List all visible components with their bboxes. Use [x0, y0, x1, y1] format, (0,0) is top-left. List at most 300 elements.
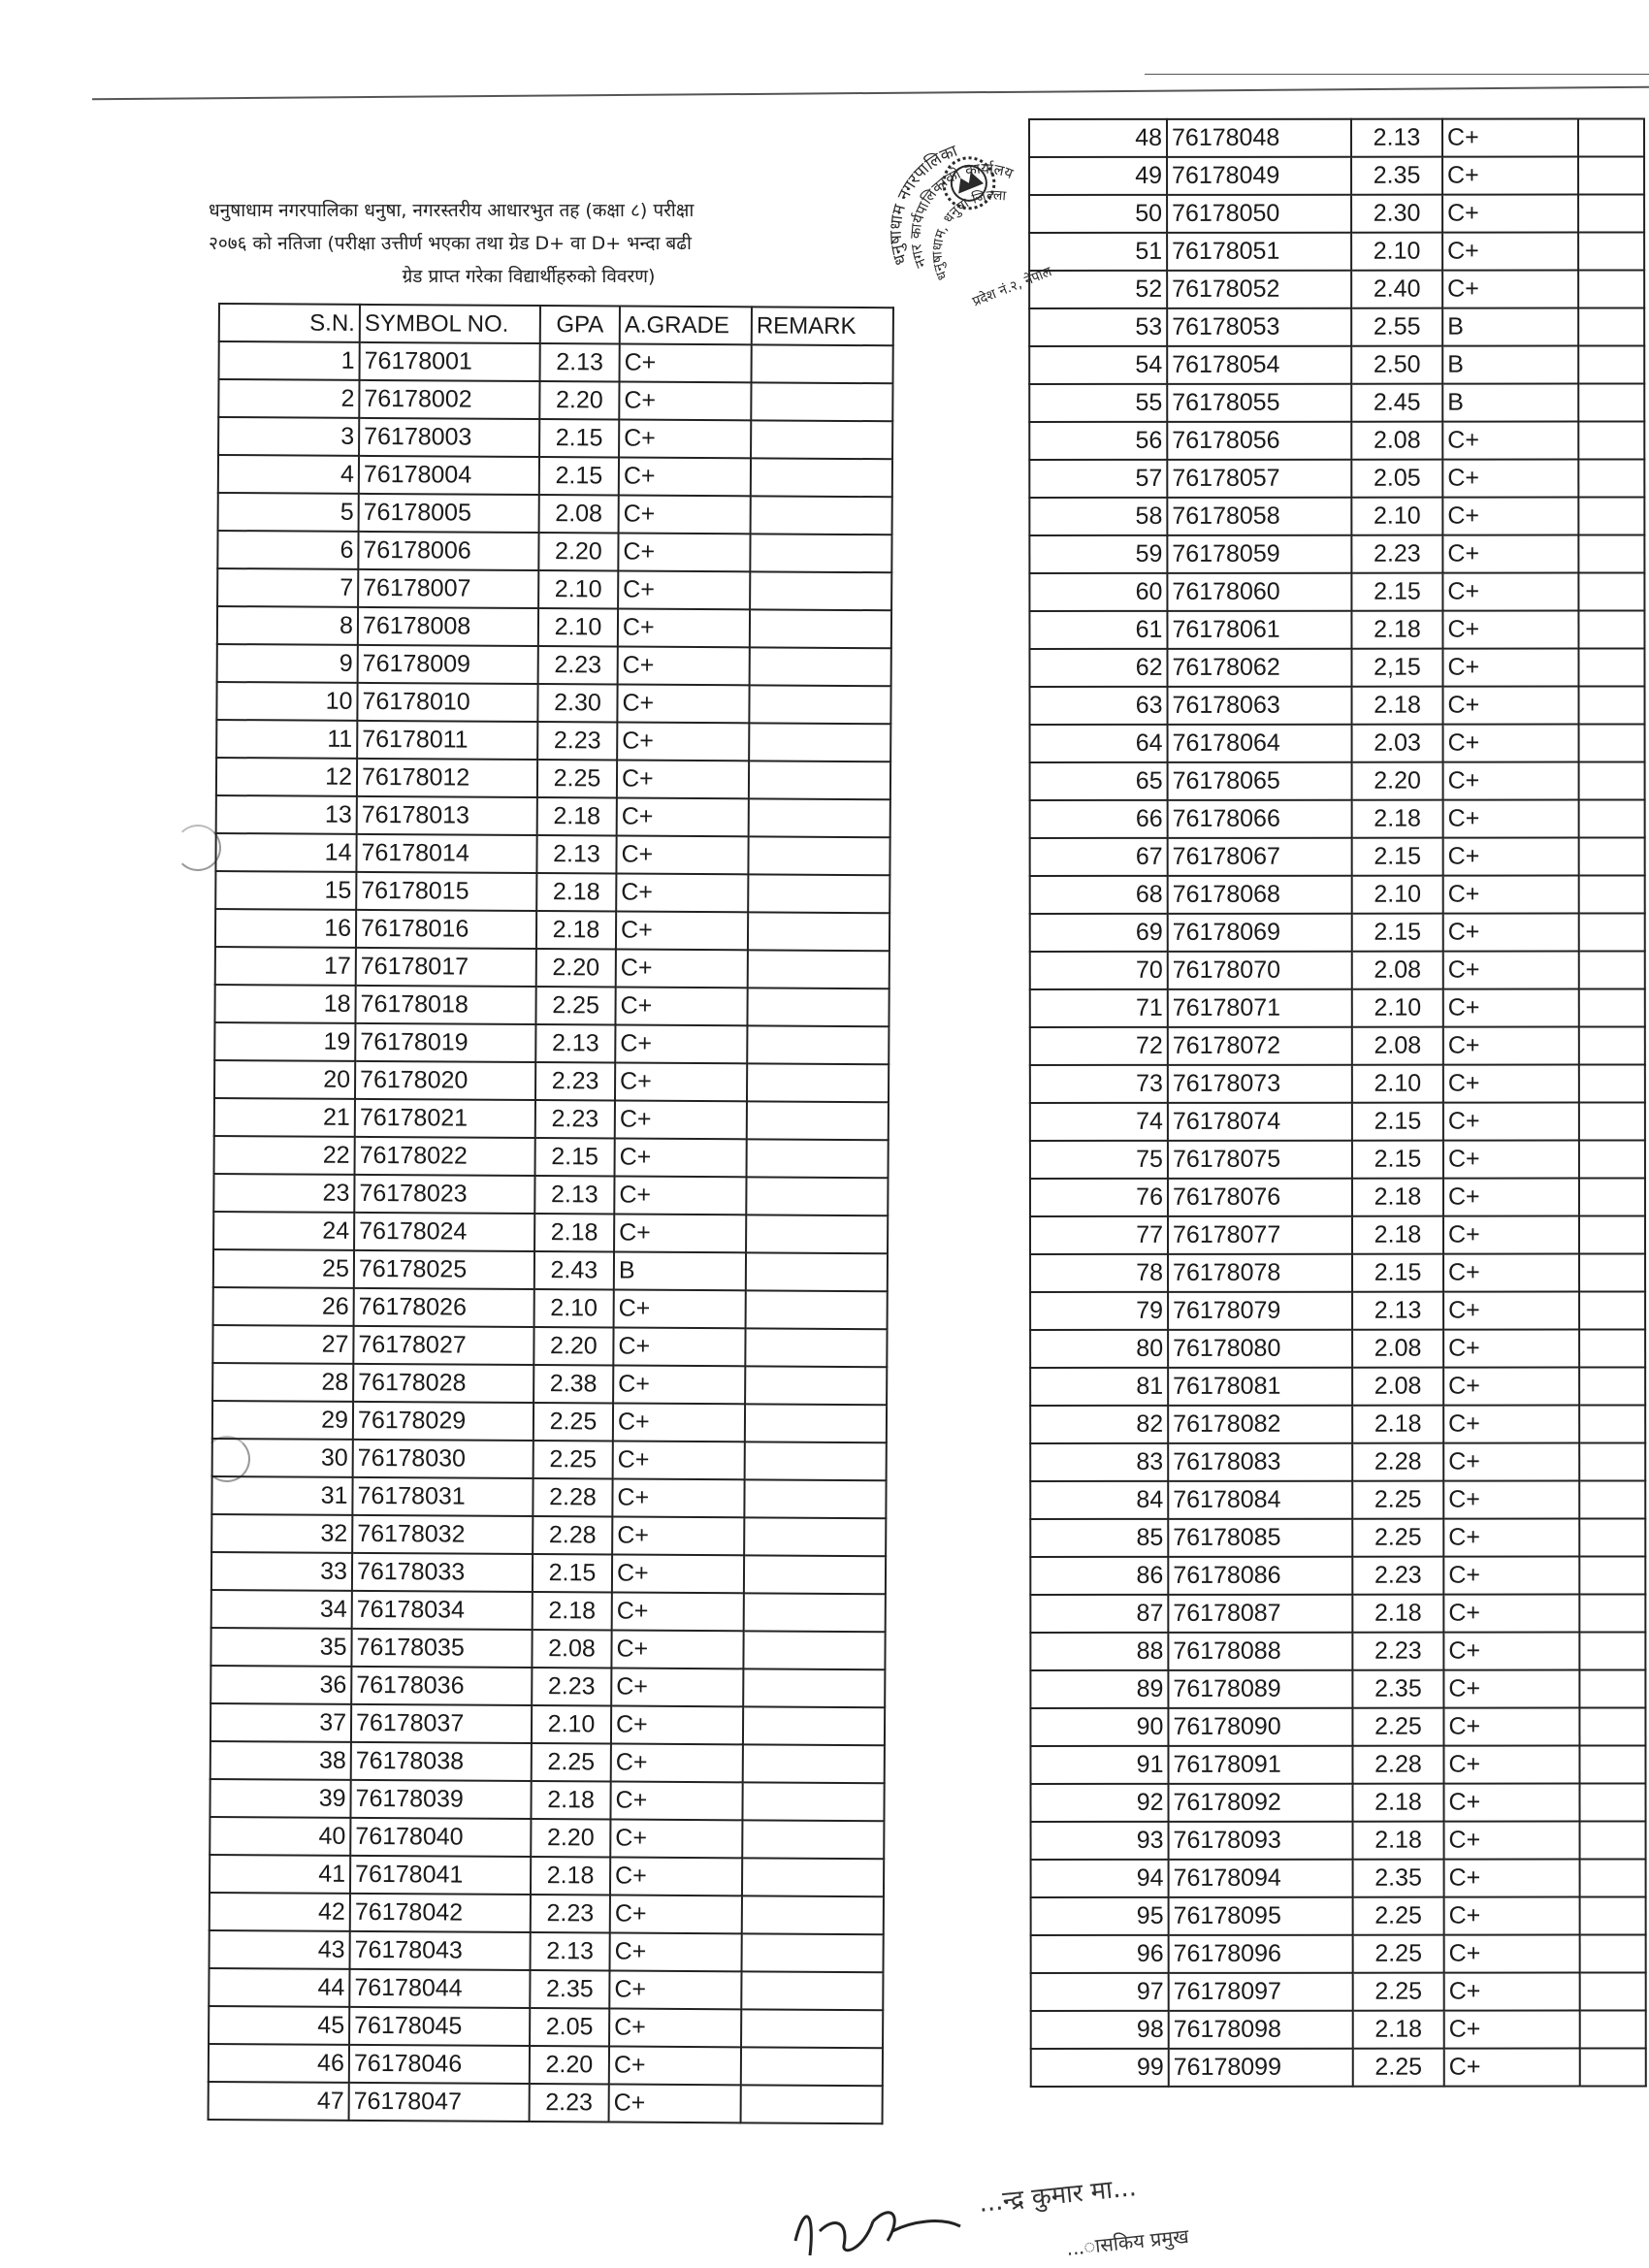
cell-gpa: 2.23 — [535, 1100, 615, 1139]
cell-gpa: 2.08 — [539, 495, 619, 534]
cell-sn: 2 — [218, 379, 359, 418]
cell-symbol-no: 76178089 — [1168, 1670, 1352, 1708]
cell-remark — [1579, 1480, 1645, 1518]
cell-gpa: 2.18 — [531, 1857, 610, 1895]
cell-sn: 80 — [1030, 1330, 1168, 1368]
table-row — [1031, 1934, 1646, 1973]
cell-sn: 36 — [210, 1666, 351, 1704]
top-rule-line — [92, 86, 1649, 101]
cell-remark — [1579, 1215, 1645, 1253]
cell-grade: C+ — [1443, 1670, 1579, 1708]
cell-remark — [742, 1782, 884, 1821]
signature-name: ...न्द्र कुमार मा... — [977, 2173, 1138, 2219]
cell-grade: C+ — [1443, 687, 1579, 725]
cell-remark — [748, 836, 889, 875]
cell-grade: C+ — [1443, 1708, 1579, 1746]
table-row — [211, 1590, 886, 1632]
table-row — [1030, 1518, 1645, 1557]
cell-gpa: 2.10 — [1351, 233, 1442, 271]
cell-remark — [747, 988, 889, 1026]
cell-grade: C+ — [615, 1063, 747, 1102]
cell-symbol-no: 76178017 — [356, 948, 536, 987]
cell-grade: C+ — [1443, 1254, 1579, 1292]
cell-symbol-no: 76178040 — [350, 1818, 531, 1857]
table-header-row — [219, 304, 893, 345]
table-row — [214, 1022, 889, 1064]
table-row — [219, 341, 893, 383]
cell-remark — [750, 534, 891, 572]
cell-sn: 50 — [1029, 195, 1167, 233]
cell-gpa: 2.25 — [1352, 1708, 1443, 1746]
cell-remark — [1579, 913, 1645, 951]
cell-grade: C+ — [609, 2008, 741, 2047]
cell-remark — [751, 382, 892, 421]
cell-gpa: 2.15 — [1351, 573, 1442, 611]
cell-gpa: 2.25 — [1352, 1519, 1443, 1557]
cell-symbol-no: 76178060 — [1167, 573, 1351, 611]
cell-symbol-no: 76178044 — [349, 1969, 530, 2008]
cell-gpa: 2.13 — [1351, 119, 1442, 157]
cell-grade: C+ — [611, 1669, 743, 1707]
cell-sn: 19 — [214, 1022, 355, 1061]
cell-grade: C+ — [616, 912, 748, 951]
cell-symbol-no: 76178073 — [1168, 1065, 1352, 1103]
cell-gpa: 2.35 — [1353, 1860, 1444, 1897]
cell-grade: C+ — [1443, 800, 1579, 838]
cell-remark — [1580, 2010, 1646, 2048]
cell-symbol-no: 76178019 — [355, 1023, 535, 1062]
cell-sn: 93 — [1031, 1822, 1169, 1860]
cell-symbol-no: 76178002 — [359, 380, 539, 419]
cell-remark — [1579, 1367, 1645, 1405]
cell-sn: 71 — [1030, 989, 1168, 1027]
cell-remark — [1580, 1934, 1646, 1972]
cell-sn: 45 — [209, 2006, 349, 2045]
cell-sn: 13 — [216, 795, 357, 834]
cell-grade: B — [1442, 308, 1578, 346]
cell-remark — [748, 950, 889, 988]
table-row — [1029, 194, 1644, 233]
cell-remark — [1578, 648, 1644, 686]
table-row — [1030, 1064, 1645, 1103]
cell-symbol-no: 76178011 — [357, 721, 537, 760]
cell-remark — [749, 761, 890, 799]
table-row — [213, 1174, 888, 1215]
cell-symbol-no: 76178054 — [1167, 346, 1351, 384]
cell-remark — [1579, 1594, 1645, 1632]
cell-gpa: 2.28 — [533, 1478, 612, 1517]
cell-gpa: 2.15 — [1352, 1141, 1443, 1179]
cell-sn: 11 — [216, 720, 357, 759]
table-row — [209, 2006, 883, 2048]
cell-sn: 81 — [1030, 1368, 1168, 1406]
cell-remark — [742, 1895, 884, 1934]
cell-gpa: 2.10 — [534, 1289, 614, 1328]
cell-gpa: 2.20 — [539, 381, 619, 420]
cell-symbol-no: 76178055 — [1167, 384, 1351, 422]
cell-gpa: 2.10 — [538, 608, 618, 647]
cell-grade: C+ — [1443, 1595, 1579, 1633]
cell-sn: 61 — [1029, 611, 1167, 649]
cell-grade: C+ — [1443, 1292, 1579, 1330]
cell-sn: 33 — [211, 1552, 352, 1591]
cell-grade: C+ — [613, 1328, 745, 1367]
cell-remark — [747, 1025, 889, 1064]
cell-symbol-no: 76178013 — [357, 796, 537, 835]
cell-gpa: 2.18 — [1352, 1406, 1443, 1443]
table-row — [1031, 2048, 1646, 2087]
table-row — [1030, 1669, 1645, 1708]
table-row — [212, 1363, 887, 1405]
cell-sn: 77 — [1030, 1216, 1168, 1254]
cell-sn: 62 — [1029, 649, 1167, 687]
cell-grade: C+ — [1443, 1519, 1579, 1557]
cell-gpa: 2.18 — [1352, 800, 1443, 838]
cell-gpa: 2.55 — [1351, 308, 1442, 346]
cell-symbol-no: 76178028 — [353, 1364, 534, 1403]
cell-sn: 23 — [213, 1174, 354, 1213]
cell-symbol-no: 76178022 — [355, 1137, 535, 1176]
table-row — [1030, 724, 1645, 762]
cell-symbol-no: 76178091 — [1168, 1746, 1352, 1784]
cell-sn: 27 — [212, 1325, 353, 1364]
cell-grade: C+ — [1442, 119, 1578, 157]
table-row — [210, 1779, 884, 1821]
cell-symbol-no: 76178041 — [350, 1856, 531, 1895]
table-row — [215, 871, 889, 913]
table-row — [1030, 1707, 1645, 1746]
cell-sn: 9 — [217, 644, 358, 683]
cell-gpa: 2.18 — [534, 1214, 614, 1252]
cell-sn: 60 — [1029, 573, 1167, 611]
cell-grade: C+ — [610, 1932, 742, 1971]
cell-gpa: 2.30 — [1351, 195, 1442, 233]
cell-sn: 3 — [218, 417, 359, 456]
cell-remark — [741, 2009, 883, 2048]
cell-symbol-no: 76178098 — [1169, 2011, 1353, 2049]
table-row — [213, 1249, 888, 1291]
cell-gpa: 2.50 — [1351, 346, 1442, 384]
cell-symbol-no: 76178039 — [350, 1780, 531, 1819]
cell-symbol-no: 76178077 — [1168, 1216, 1352, 1254]
cell-remark — [746, 1252, 888, 1291]
cell-symbol-no: 76178018 — [355, 986, 535, 1024]
cell-grade: C+ — [1443, 1406, 1579, 1443]
table-row — [1030, 1215, 1645, 1254]
heading-line-2: २०७६ को नतिजा (परीक्षा उत्तीर्ण भएका तथा ग्रेड D+ वा D+ भन्दा बढी — [209, 233, 692, 254]
cell-remark — [744, 1593, 886, 1632]
cell-sn: 4 — [218, 455, 359, 494]
cell-remark — [1579, 1329, 1645, 1367]
cell-sn: 91 — [1030, 1746, 1168, 1784]
cell-sn: 15 — [215, 871, 356, 910]
cell-sn: 75 — [1030, 1141, 1168, 1179]
cell-gpa: 2.23 — [1351, 535, 1442, 573]
table-row — [209, 1968, 883, 2010]
header-gpa: GPA — [540, 306, 620, 344]
cell-gpa: 2.18 — [1353, 1822, 1444, 1860]
cell-symbol-no: 76178080 — [1168, 1330, 1352, 1368]
cell-sn: 86 — [1030, 1557, 1168, 1595]
cell-grade: C+ — [617, 798, 749, 837]
cell-sn: 82 — [1030, 1406, 1168, 1443]
cell-gpa: 2.18 — [1353, 2011, 1444, 2049]
cell-grade: C+ — [1444, 1973, 1580, 2011]
cell-grade: C+ — [1442, 649, 1578, 687]
cell-grade: C+ — [1443, 1330, 1579, 1368]
cell-remark — [1579, 1026, 1645, 1064]
cell-symbol-no: 76178036 — [351, 1667, 532, 1705]
cell-symbol-no: 76178023 — [354, 1175, 534, 1214]
cell-sn: 5 — [218, 493, 359, 532]
cell-grade: C+ — [618, 571, 750, 610]
cell-remark — [1578, 610, 1644, 648]
cell-sn: 79 — [1030, 1292, 1168, 1330]
cell-grade: C+ — [616, 950, 748, 988]
table-row — [1031, 2010, 1646, 2049]
cell-symbol-no: 76178007 — [358, 569, 538, 608]
table-row — [218, 379, 892, 421]
table-row — [212, 1325, 887, 1367]
cell-symbol-no: 76178081 — [1168, 1368, 1352, 1406]
cell-gpa: 2.15 — [1352, 1254, 1443, 1292]
cell-symbol-no: 76178045 — [349, 2007, 530, 2046]
cell-remark — [1579, 1253, 1645, 1291]
top-rule-line-short — [1145, 74, 1649, 75]
cell-remark — [749, 685, 890, 724]
cell-remark — [1579, 1632, 1645, 1669]
cell-grade: C+ — [618, 609, 750, 648]
cell-grade: C+ — [609, 2084, 741, 2122]
cell-sn: 37 — [210, 1703, 351, 1742]
cell-sn: 32 — [211, 1514, 352, 1553]
cell-symbol-no: 76178046 — [349, 2045, 530, 2084]
cell-remark — [1578, 535, 1644, 572]
cell-gpa: 2.40 — [1351, 271, 1442, 308]
table-row — [1030, 1556, 1645, 1595]
seal-text-bottom: प्रदेश नं.२, नेपाल — [970, 264, 1054, 310]
table-row — [1029, 345, 1644, 384]
cell-gpa: 2.25 — [1352, 1481, 1443, 1519]
cell-symbol-no: 76178024 — [354, 1213, 534, 1251]
cell-gpa: 2.20 — [534, 1327, 613, 1366]
cell-gpa: 2.13 — [536, 835, 616, 874]
cell-sn: 98 — [1031, 2011, 1169, 2049]
cell-remark — [742, 1858, 884, 1896]
cell-sn: 68 — [1030, 876, 1168, 914]
cell-sn: 47 — [209, 2082, 349, 2121]
cell-symbol-no: 76178027 — [353, 1326, 534, 1365]
seal-text-mid: नगर कार्यपालिकाको कार्यालय — [906, 159, 1016, 271]
cell-remark — [750, 571, 891, 610]
cell-gpa: 2.35 — [1352, 1670, 1443, 1708]
cell-sn: 8 — [217, 606, 358, 645]
cell-sn: 55 — [1029, 384, 1167, 422]
cell-gpa: 2.10 — [1351, 498, 1442, 535]
cell-gpa: 2.08 — [1352, 1368, 1443, 1406]
cell-gpa: 2.25 — [535, 987, 615, 1025]
cell-grade: C+ — [610, 1895, 742, 1933]
cell-symbol-no: 76178004 — [359, 456, 539, 495]
table-row — [1030, 686, 1645, 725]
cell-symbol-no: 76178063 — [1168, 687, 1352, 725]
table-row — [1029, 610, 1644, 649]
cell-sn: 28 — [212, 1363, 353, 1402]
cell-symbol-no: 76178025 — [354, 1250, 534, 1289]
cell-remark — [751, 458, 892, 497]
cell-symbol-no: 76178096 — [1169, 1935, 1353, 1973]
cell-gpa: 2.20 — [1352, 762, 1443, 800]
signature-role: ...ासकिय प्रमुख — [1065, 2223, 1190, 2260]
table-row — [1029, 535, 1644, 573]
cell-symbol-no: 76178030 — [353, 1440, 534, 1478]
cell-gpa: 2.13 — [535, 1024, 615, 1063]
cell-grade: C+ — [1443, 952, 1579, 989]
table-row — [1029, 497, 1644, 535]
cell-sn: 25 — [213, 1249, 354, 1288]
cell-grade: C+ — [614, 1215, 746, 1253]
cell-gpa: 2.25 — [1353, 1935, 1444, 1973]
table-row — [217, 531, 891, 572]
header-remark: REMARK — [752, 307, 893, 345]
cell-remark — [1579, 761, 1645, 799]
cell-sn: 26 — [213, 1287, 354, 1326]
table-row — [1030, 1329, 1645, 1368]
cell-sn: 29 — [212, 1401, 353, 1440]
cell-gpa: 2.25 — [537, 760, 617, 798]
cell-grade: C+ — [611, 1631, 743, 1669]
cell-symbol-no: 76178053 — [1167, 308, 1351, 346]
cell-sn: 52 — [1029, 271, 1167, 308]
cell-remark — [1580, 2048, 1646, 2086]
table-row — [216, 758, 890, 799]
cell-gpa: 2.15 — [539, 419, 619, 458]
cell-gpa: 2.18 — [537, 797, 617, 836]
cell-sn: 48 — [1029, 119, 1167, 157]
cell-gpa: 2.18 — [533, 1592, 612, 1631]
cell-sn: 85 — [1030, 1519, 1168, 1557]
cell-sn: 54 — [1029, 346, 1167, 384]
cell-remark — [1580, 1821, 1646, 1859]
table-row — [1030, 1405, 1645, 1443]
cell-grade: C+ — [612, 1517, 744, 1556]
cell-remark — [1578, 421, 1644, 459]
cell-remark — [747, 1101, 889, 1140]
cell-remark — [749, 798, 890, 837]
table-row — [1030, 1442, 1645, 1481]
table-row — [1030, 913, 1645, 952]
cell-sn: 43 — [210, 1930, 350, 1969]
cell-grade: C+ — [614, 1290, 746, 1329]
cell-remark — [1578, 156, 1644, 194]
cell-grade: C+ — [617, 685, 749, 724]
cell-remark — [741, 1971, 883, 2010]
cell-grade: C+ — [610, 1857, 742, 1895]
cell-remark — [1578, 345, 1644, 383]
cell-sn: 74 — [1030, 1103, 1168, 1141]
table-row — [213, 1212, 888, 1253]
cell-grade: C+ — [1443, 914, 1579, 952]
table-row — [1030, 1253, 1645, 1292]
table-row — [210, 1855, 884, 1896]
table-row — [210, 1817, 884, 1859]
cell-gpa: 2.23 — [537, 722, 617, 761]
cell-symbol-no: 76178074 — [1168, 1103, 1352, 1141]
cell-gpa: 2.23 — [1352, 1557, 1443, 1595]
table-row — [217, 568, 891, 610]
cell-gpa: 2.18 — [1352, 687, 1443, 725]
table-row — [1029, 383, 1644, 422]
table-row — [1030, 951, 1645, 989]
table-row — [211, 1476, 886, 1518]
cell-symbol-no: 76178075 — [1168, 1141, 1352, 1179]
cell-symbol-no: 76178088 — [1168, 1633, 1352, 1670]
table-row — [1030, 799, 1645, 838]
cell-grade: C+ — [1443, 1179, 1579, 1216]
cell-symbol-no: 76178026 — [354, 1288, 534, 1327]
cell-sn: 84 — [1030, 1481, 1168, 1519]
table-row — [209, 2082, 883, 2123]
cell-sn: 97 — [1031, 1973, 1169, 2011]
cell-gpa: 2.20 — [530, 2046, 609, 2085]
cell-remark — [747, 1139, 889, 1178]
cell-remark — [1578, 118, 1644, 156]
cell-gpa: 2.18 — [536, 873, 616, 912]
cell-gpa: 2.18 — [1352, 1179, 1443, 1216]
cell-symbol-no: 76178084 — [1168, 1481, 1352, 1519]
cell-symbol-no: 76178070 — [1168, 952, 1352, 989]
cell-sn: 42 — [210, 1893, 350, 1931]
cell-remark — [751, 420, 892, 459]
cell-sn: 67 — [1030, 838, 1168, 876]
cell-grade: C+ — [616, 836, 748, 875]
cell-remark — [744, 1555, 886, 1594]
cell-sn: 49 — [1029, 157, 1167, 195]
cell-grade: C+ — [615, 1139, 747, 1178]
cell-symbol-no: 76178049 — [1167, 157, 1351, 195]
cell-grade: C+ — [1443, 876, 1579, 914]
cell-sn: 89 — [1030, 1670, 1168, 1708]
cell-symbol-no: 76178061 — [1167, 611, 1351, 649]
table-row — [218, 455, 892, 497]
cell-grade: C+ — [1442, 611, 1578, 649]
table-row — [209, 2044, 883, 2086]
cell-remark — [1579, 1178, 1645, 1215]
table-row — [1030, 1026, 1645, 1065]
cell-gpa: 2.18 — [1352, 1595, 1443, 1633]
cell-gpa: 2.43 — [534, 1251, 614, 1290]
table-row — [211, 1514, 886, 1556]
table-row — [1029, 270, 1644, 308]
cell-gpa: 2.13 — [540, 343, 620, 382]
cell-symbol-no: 76178016 — [356, 910, 536, 949]
cell-gpa: 2.05 — [1351, 460, 1442, 498]
cell-remark — [1578, 194, 1644, 232]
cell-gpa: 2.23 — [535, 1062, 615, 1101]
cell-gpa: 2,15 — [1351, 649, 1442, 687]
cell-remark — [749, 723, 890, 761]
table-row — [1029, 118, 1644, 157]
cell-grade: C+ — [616, 874, 748, 913]
table-row — [213, 1287, 888, 1329]
cell-sn: 76 — [1030, 1179, 1168, 1216]
table-row — [1030, 875, 1645, 914]
cell-grade: C+ — [1442, 535, 1578, 573]
cell-sn: 21 — [214, 1098, 355, 1137]
cell-grade: C+ — [1444, 1822, 1580, 1860]
cell-grade: C+ — [1443, 1443, 1579, 1481]
cell-symbol-no: 76178064 — [1168, 725, 1352, 762]
